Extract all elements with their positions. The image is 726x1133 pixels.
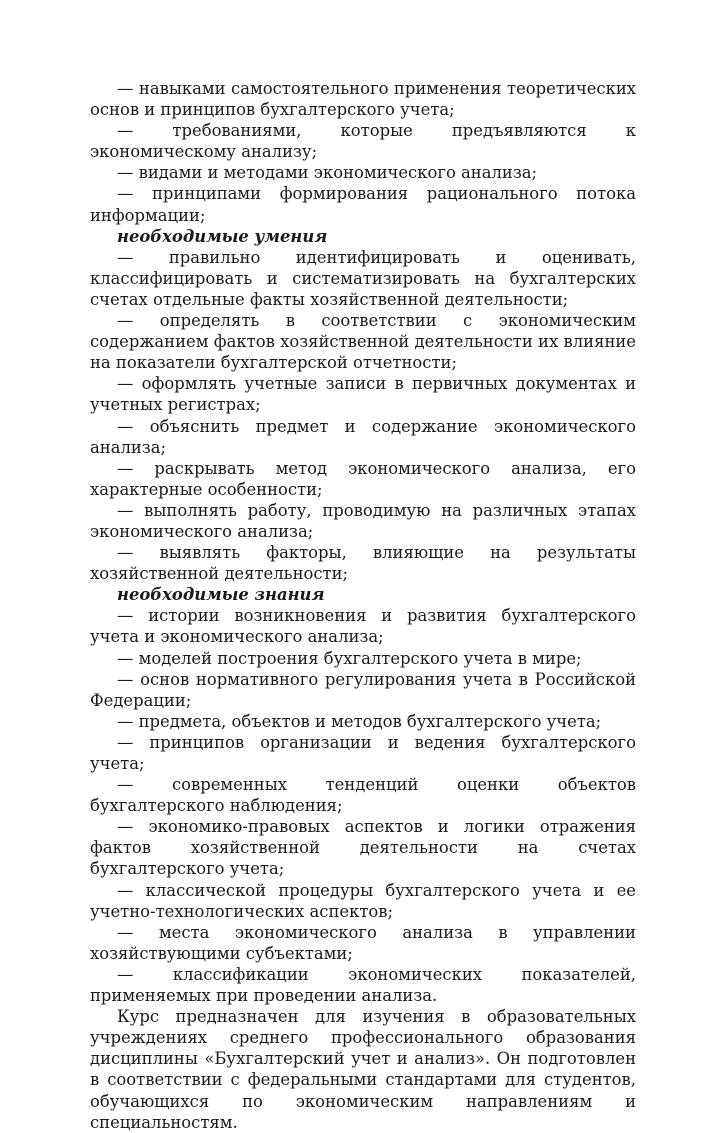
list-item: — выявлять факторы, влияющие на результаты хозяйственной деятельности;	[90, 543, 636, 584]
list-item: — определять в соответствии с экономическим содержанием фактов хозяйственной деятельности их влияние на показатели бухгалтерской отчетности;	[90, 311, 636, 373]
list-item: — принципами формирования рационального потока информации;	[90, 184, 636, 225]
list-item: — оформлять учетные записи в первичных документах и учетных регистрах;	[90, 374, 636, 415]
list-item: — экономико-правовых аспектов и логики отражения фактов хозяйственной деятельности на счетах бухгалтерского учета;	[90, 817, 636, 879]
list-item: — истории возникновения и развития бухгалтерского учета и экономического анализа;	[90, 606, 636, 647]
list-item: — требованиями, которые предъявляются к экономическому анализу;	[90, 121, 636, 162]
closing-paragraph: Курс предназначен для изучения в образовательных учреждениях среднего профессионального образования дисциплины «Бухгалтерский учет и анализ». Он подготовлен в соответствии с федеральными стандартами для студентов, обучающихся по экономическим направлениям и специальностям.	[90, 1007, 636, 1132]
list-item: — предмета, объектов и методов бухгалтерского учета;	[117, 711, 602, 731]
list-item: — навыками самостоятельного применения теоретических основ и принципов бухгалтерского учета;	[90, 79, 636, 120]
list-item: — видами и методами экономического анализа;	[117, 163, 538, 183]
section-heading-knowledge: необходимые знания	[117, 585, 325, 605]
list-item: — основ нормативного регулирования учета в Российской Федерации;	[90, 669, 636, 710]
list-item: — классификации экономических показателей, применяемых при проведении анализа.	[90, 964, 636, 1006]
list-item: — места экономического анализа в управлении хозяйствующими субъектами;	[90, 922, 636, 963]
list-item: — принципов организации и ведения бухгалтерского учета;	[90, 732, 636, 773]
list-item: — классической процедуры бухгалтерского учета и ее учетно-технологических аспектов;	[90, 880, 636, 921]
list-item: — современных тенденций оценки объектов бухгалтерского наблюдения;	[90, 775, 636, 816]
section-heading-abilities: необходимые умения	[117, 226, 328, 246]
page-body	[90, 78, 636, 1133]
list-item: — раскрывать метод экономического анализа, его характерные особенности;	[90, 458, 636, 499]
list-item: — объяснить предмет и содержание экономического анализа;	[90, 416, 636, 457]
list-item: — правильно идентифицировать и оценивать, классифицировать и систематизировать на бухгалтерских счетах отдельные факты хозяйственной деятельности;	[90, 247, 636, 309]
list-item: — моделей построения бухгалтерского учета в мире;	[117, 648, 582, 668]
list-item: — выполнять работу, проводимую на различных этапах экономического анализа;	[90, 500, 636, 541]
